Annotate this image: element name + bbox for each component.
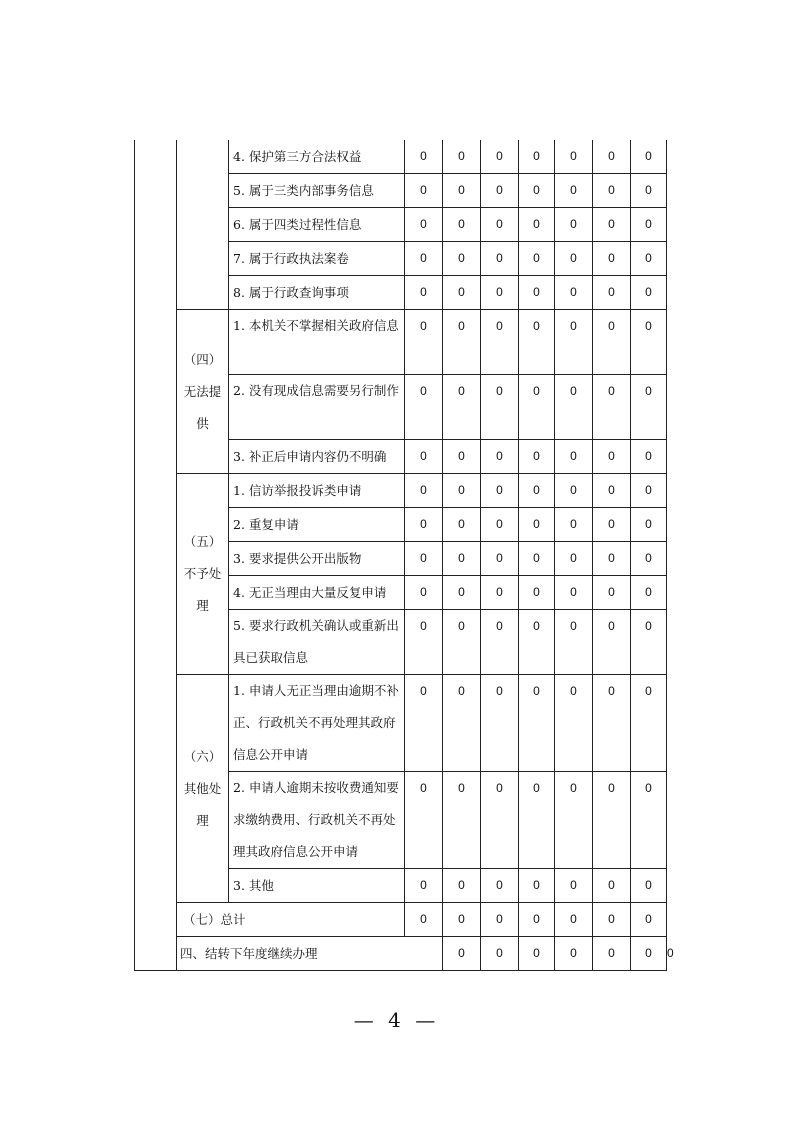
cell-value: 0 <box>405 242 443 276</box>
row-label: 1. 信访举报投诉类申请 <box>229 474 405 508</box>
cell-value: 0 <box>593 140 631 174</box>
group-title-4 <box>177 310 229 474</box>
row-label: 2. 申请人逾期未按收费通知要求缴纳费用、行政机关不再处理其政府信息公开申请 <box>229 772 405 869</box>
cell-value: 0 <box>555 542 593 576</box>
cell-value: 0 <box>631 276 667 310</box>
cell-value: 0 <box>481 140 519 174</box>
cell-value: 0 <box>405 375 443 440</box>
cell-value: 0 <box>405 772 443 869</box>
cell-value: 0 <box>593 242 631 276</box>
table-row <box>135 675 667 772</box>
cell-value: 0 <box>555 276 593 310</box>
group-cell <box>177 140 229 310</box>
row-label: 3. 要求提供公开出版物 <box>229 542 405 576</box>
cell-value: 0 <box>405 675 443 772</box>
cell-value: 0 <box>481 675 519 772</box>
cell-value: 0 <box>443 542 481 576</box>
cell-value: 0 <box>443 440 481 474</box>
cell-value: 0 <box>443 474 481 508</box>
group-title-line: （四） <box>183 351 222 367</box>
cell-value: 0 <box>593 174 631 208</box>
cell-value: 0 <box>631 140 667 174</box>
carryover-label: 四、结转下年度继续办理 <box>177 937 443 971</box>
cell-value: 0 <box>481 174 519 208</box>
cell-value: 0 <box>481 610 519 675</box>
cell-value: 0 <box>405 474 443 508</box>
cell-value: 0 <box>519 675 555 772</box>
cell-value: 0 <box>555 242 593 276</box>
row-label: 1. 申请人无正当理由逾期不补正、行政机关不再处理其政府信息公开申请 <box>229 675 405 772</box>
cell-value: 0 <box>631 869 667 903</box>
cell-value: 0 <box>555 576 593 610</box>
cell-value: 0 <box>405 610 443 675</box>
cell-value: 0 <box>443 242 481 276</box>
cell-value: 0 <box>593 440 631 474</box>
cell-value: 0 <box>593 542 631 576</box>
cell-value: 0 <box>555 440 593 474</box>
cell-value: 0 <box>481 576 519 610</box>
table-row: 四、结转下年度继续办理 0 0 0 0 0 0 0 <box>135 937 667 971</box>
cell-value: 0 <box>443 772 481 869</box>
table-row <box>135 310 667 375</box>
cell-value: 0 <box>555 375 593 440</box>
cell-value: 0 <box>405 903 443 937</box>
cell-value: 0 <box>519 610 555 675</box>
cell-value: 0 <box>519 276 555 310</box>
cell-value: 0 <box>631 675 667 772</box>
cell-value: 0 <box>593 675 631 772</box>
cell-value: 0 <box>481 375 519 440</box>
cell-value: 0 <box>405 140 443 174</box>
cell-value: 0 <box>519 474 555 508</box>
table-row <box>135 140 667 174</box>
cell-value: 0 <box>481 772 519 869</box>
cell-value: 0 <box>593 474 631 508</box>
cell-value: 0 <box>481 869 519 903</box>
cell-value: 0 <box>555 610 593 675</box>
cell-value: 0 <box>631 576 667 610</box>
table-row <box>135 474 667 508</box>
page-number: — 4 — <box>353 1008 440 1032</box>
cell-value: 0 <box>443 276 481 310</box>
cell-value: 0 <box>405 869 443 903</box>
cell-value: 0 <box>519 508 555 542</box>
cell-value: 0 <box>481 440 519 474</box>
cell-value: 0 <box>481 508 519 542</box>
cell-value: 0 <box>593 208 631 242</box>
cell-value: 0 <box>593 869 631 903</box>
cell-value: 0 <box>555 508 593 542</box>
cell-value: 0 <box>555 174 593 208</box>
cell-value: 0 <box>443 310 481 375</box>
cell-value: 0 <box>443 375 481 440</box>
cell-value: 0 <box>555 310 593 375</box>
cell-value: 0 <box>405 276 443 310</box>
cell-value: 0 <box>593 375 631 440</box>
cell-value: 0 <box>593 276 631 310</box>
row-label: 4. 无正当理由大量反复申请 <box>229 576 405 610</box>
row-label: 5. 属于三类内部事务信息 <box>229 174 405 208</box>
table-row <box>135 903 667 937</box>
cell-value: 0 <box>519 576 555 610</box>
cell-value: 0 <box>631 310 667 375</box>
cell-value: 0 <box>443 675 481 772</box>
cell-value: 0 <box>631 242 667 276</box>
total-label: （七）总计 <box>177 903 405 937</box>
category-column <box>135 140 177 971</box>
cell-value: 0 <box>593 576 631 610</box>
cell-value: 0 <box>443 576 481 610</box>
cell-value: 0 <box>519 140 555 174</box>
cell-value: 0 <box>519 174 555 208</box>
cell-value: 0 <box>631 208 667 242</box>
group-title-line: 理 <box>196 812 209 828</box>
group-title-5 <box>177 474 229 675</box>
cell-value: 0 <box>555 140 593 174</box>
cell-value: 0 <box>555 869 593 903</box>
cell-value: 0 <box>481 542 519 576</box>
cell-value: 0 <box>519 242 555 276</box>
cell-value: 0 <box>443 140 481 174</box>
row-label: 4. 保护第三方合法权益 <box>229 140 405 174</box>
cell-value: 0 <box>519 903 555 937</box>
cell-value: 0 <box>631 610 667 675</box>
cell-value: 0 <box>631 474 667 508</box>
cell-value: 0 <box>443 869 481 903</box>
cell-value: 0 <box>405 576 443 610</box>
row-label: 5. 要求行政机关确认或重新出具已获取信息 <box>229 610 405 675</box>
row-label: 7. 属于行政执法案卷 <box>229 242 405 276</box>
cell-value: 0 <box>631 903 667 937</box>
cell-value: 0 <box>481 310 519 375</box>
group-title-line: 无法提 <box>183 383 222 399</box>
cell-value: 0 <box>519 542 555 576</box>
cell-value: 0 <box>519 310 555 375</box>
cell-value: 0 <box>593 310 631 375</box>
group-title-line: 不予处 <box>183 566 222 581</box>
cell-value: 0 <box>631 542 667 576</box>
cell-value: 0 <box>443 610 481 675</box>
cell-value: 0 <box>443 174 481 208</box>
cell-value: 0 <box>593 772 631 869</box>
cell-value: 0 <box>405 542 443 576</box>
cell-value: 0 <box>443 903 481 937</box>
cell-value: 0 <box>555 903 593 937</box>
cell-value: 0 <box>631 772 667 869</box>
cell-value: 0 <box>405 174 443 208</box>
cell-value: 0 <box>405 310 443 375</box>
cell-value: 0 <box>519 869 555 903</box>
cell-value: 0 <box>519 937 555 971</box>
cell-value: 0 <box>631 174 667 208</box>
cell-value: 0 <box>593 610 631 675</box>
cell-value: 0 <box>631 508 667 542</box>
row-label: 2. 重复申请 <box>229 508 405 542</box>
cell-value: 0 <box>481 276 519 310</box>
group-title-line: （五） <box>183 534 222 549</box>
cell-value: 0 <box>555 937 593 971</box>
cell-value: 0 <box>519 440 555 474</box>
cell-value: 0 <box>593 937 631 971</box>
cell-value: 0 <box>519 208 555 242</box>
cell-value: 0 <box>405 440 443 474</box>
cell-value: 0 <box>593 508 631 542</box>
row-label: 8. 属于行政查询事项 <box>229 276 405 310</box>
cell-value: 0 <box>443 508 481 542</box>
cell-value: 0 <box>555 208 593 242</box>
cell-value: 0 <box>593 903 631 937</box>
cell-value: 0 <box>519 375 555 440</box>
row-label: 3. 补正后申请内容仍不明确 <box>229 440 405 474</box>
cell-value: 0 <box>481 474 519 508</box>
cell-value: 0 <box>481 242 519 276</box>
row-label: 1. 本机关不掌握相关政府信息 <box>229 310 405 375</box>
cell-value: 0 <box>405 208 443 242</box>
group-title-line: 供 <box>196 415 209 431</box>
cell-value: 0 <box>405 508 443 542</box>
group-title-line: （六） <box>183 748 222 764</box>
cell-value: 0 <box>481 903 519 937</box>
statistics-table <box>134 140 674 971</box>
group-title-line: 理 <box>196 598 209 613</box>
row-label: 6. 属于四类过程性信息 <box>229 208 405 242</box>
cell-value: 0 <box>481 937 519 971</box>
row-label: 3. 其他 <box>229 869 405 903</box>
cell-value: 0 <box>555 474 593 508</box>
cell-value: 0 <box>443 937 481 971</box>
cell-value: 0 <box>631 440 667 474</box>
row-label: 2. 没有现成信息需要另行制作 <box>229 375 405 440</box>
group-title-6 <box>177 675 229 903</box>
cell-value: 0 <box>519 772 555 869</box>
cell-value: 0 <box>555 675 593 772</box>
cell-value: 0 <box>631 375 667 440</box>
group-title-line: 其他处 <box>183 780 222 796</box>
cell-value: 0 <box>631 937 667 971</box>
cell-value: 0 <box>443 208 481 242</box>
cell-value: 0 <box>555 772 593 869</box>
cell-value: 0 <box>481 208 519 242</box>
